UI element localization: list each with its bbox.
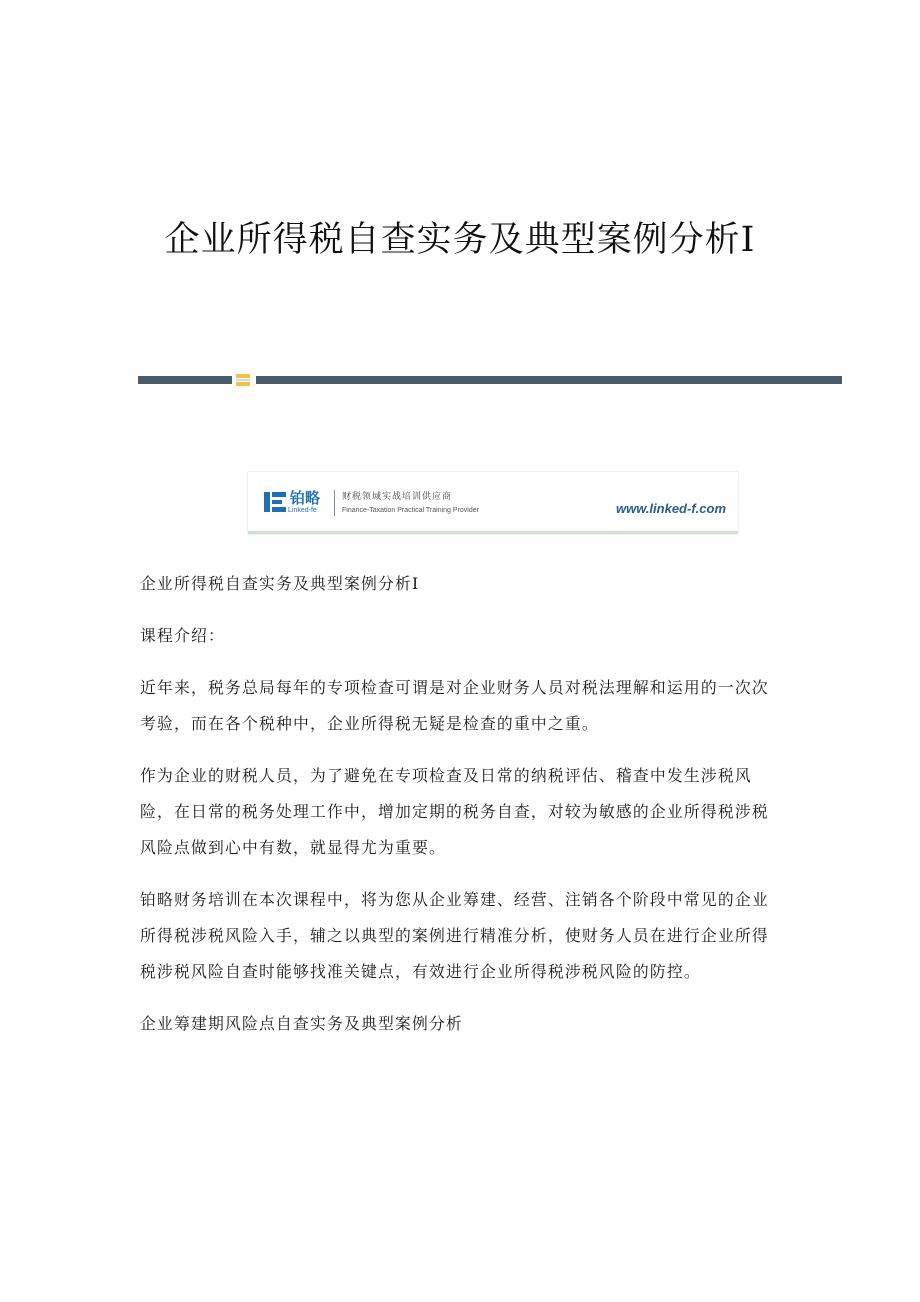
brand-name-cn: 铂略 <box>290 489 321 507</box>
body-paragraph: 近年来，税务总局每年的专项检查可谓是对企业财务人员对税法理解和运用的一次次考验，而在各个税种中，企业所得税无疑是检查的重中之重。 <box>140 678 769 733</box>
divider-bar-right <box>256 376 842 384</box>
divider-bar-left <box>138 376 232 384</box>
divider-ornament-icon <box>236 374 250 386</box>
brand-tagline-en: Finance-Taxation Practical Training Provider <box>342 507 479 514</box>
body-paragraph-course-intro-heading: 课程介绍： <box>140 626 225 645</box>
body-paragraph-section-heading: 企业筹建期风险点自查实务及典型案例分析 <box>140 1014 463 1033</box>
document-title: 企业所得税自查实务及典型案例分析Ⅰ <box>164 220 756 260</box>
body-paragraph-subtitle: 企业所得税自查实务及典型案例分析Ⅰ <box>140 574 420 593</box>
brand-tagline-cn: 财税领域实战培训供应商 <box>342 492 453 502</box>
title-divider <box>138 374 842 386</box>
body-paragraph: 作为企业的财税人员，为了避免在专项检查及日常的纳税评估、稽查中发生涉税风险，在日常的税务处理工作中，增加定期的税务自查，对较为敏感的企业所得税涉税风险点做到心中有数，就显得尤为重要。 <box>140 766 769 857</box>
brand-url: www.linked-f.com <box>615 501 726 516</box>
brand-banner <box>248 472 738 534</box>
body-paragraph: 铂略财务培训在本次课程中，将为您从企业筹建、经营、注销各个阶段中常见的企业所得税涉税风险入手，辅之以典型的案例进行精准分析，使财务人员在进行企业所得税涉税风险自查时能够找准关键点，有效进行企业所得税涉税风险的防控。 <box>140 890 769 981</box>
banner-separator <box>334 490 335 516</box>
document-body <box>140 566 780 1058</box>
brand-logo-icon <box>264 492 286 512</box>
brand-name-en: Linked-fe <box>288 507 317 514</box>
